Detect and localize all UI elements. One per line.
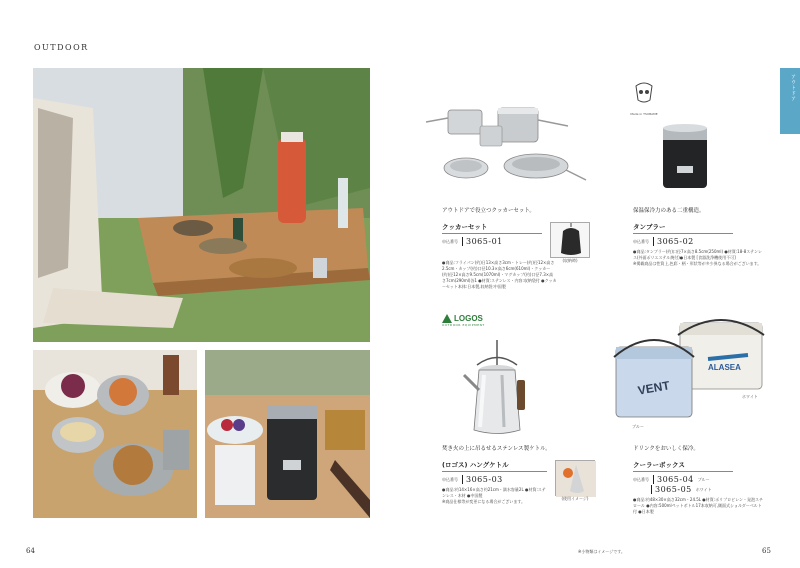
product-tagline: ドリンクをおいしく保冷。: [633, 446, 699, 452]
blue-caption: ブルー: [632, 424, 644, 429]
order-code-row: [633, 475, 733, 484]
order-code: 3065-02: [653, 237, 694, 246]
order-code-row: [633, 485, 733, 494]
tree-icon: [442, 314, 452, 323]
order-code: 3065-03: [462, 475, 503, 484]
kettle-image: [462, 335, 532, 440]
usage-thumbnail: [555, 460, 595, 496]
order-code-row: [442, 237, 542, 246]
product-spec: ●商品:タンブラー(約)口径7×高さ8.5cm(250ml) ●材質:18-8ステンレス(外面ポリエステル焼付)●日本製 [食器洗浄機使用不可]: [633, 249, 762, 260]
product-name: タンブラー: [633, 222, 733, 234]
product-note: ※掲載商品は性質上,色彩・柄・形状等が多少異なる場合がございます。: [633, 261, 762, 266]
brand-name: LOGOS: [454, 314, 483, 323]
product-name: クッカーセット: [442, 222, 542, 234]
blue-box-print: VENT: [636, 378, 671, 398]
logos-brand-logo: [442, 314, 492, 327]
product-spec: ●商品:フライパン(約)日13×高さ3cm・トレー(約)径12×高さ2.5cm・カップ(約)口径10.3×高さ6cm(610ml)・クッカー(約)径12×高さ9.5cm(1070ml)・マグカップ(約)口径7.3×高さ7cm(290ml)各1 ●材質:ステンレス・内容:収納袋付 ●クッカーセット本体:日本製,収納袋:中国製: [442, 260, 557, 289]
white-box-print: ALASEA: [708, 363, 741, 372]
order-code-label: 申込番号: [442, 238, 458, 244]
product-cooker-set: [442, 206, 592, 290]
order-code-label: 申込番号: [633, 238, 649, 244]
order-code-label: 申込番号: [633, 476, 649, 482]
category-tab-label: アウトドア: [790, 74, 796, 102]
cooler-box-image: [598, 315, 770, 425]
storage-thumbnail: [550, 222, 590, 258]
order-code-label: 申込番号: [442, 476, 458, 482]
cooker-set-image: [418, 100, 588, 195]
product-note: ※商品仕様等が変更になる場合がございます。: [442, 499, 526, 504]
footnote: ※小物類はイメージです。: [578, 549, 625, 554]
product-tagline: 保温保冷力のある二重構造。: [633, 208, 705, 214]
tumbler-image: [655, 118, 715, 190]
tsubame-brand-mark: [628, 80, 660, 116]
product-tagline: 焚き火の上に吊るせるステンレス製ケトル。: [442, 446, 551, 452]
cooking-photo: [33, 350, 197, 518]
white-caption: ホワイト: [742, 394, 758, 399]
tumbler-photo: [205, 350, 370, 518]
brand-caption: Made in TSUBAME: [630, 112, 658, 116]
usage-caption: (使用イメージ): [561, 496, 589, 501]
order-code: 3065-05: [651, 485, 692, 494]
order-code-color: ブルー: [697, 476, 710, 482]
product-tagline: アウトドアで役立つクッカーセット。: [442, 208, 535, 214]
product-spec: ●商品:約14×16×高さ約21cm・満水容量2L ●材質:ステンレス・木材 ●中国製: [442, 487, 546, 498]
category-tab[interactable]: [780, 68, 800, 134]
order-code-color: ホワイト: [695, 486, 712, 492]
order-code: 3065-04: [653, 475, 694, 484]
brand-subtitle: OUTDOOR EQUIPMENT: [442, 323, 485, 327]
main-photo: [33, 68, 370, 342]
product-spec: ●商品:約48×30×高さ32cm・24.5L ●材質:ポリプロピレン・発泡スチロール ●内容:500mlペットボトル17本収納可,側面式ショルダーベルト付 ●日本製: [633, 497, 763, 514]
order-code: 3065-01: [462, 237, 503, 246]
section-title: OUTDOOR: [34, 43, 89, 52]
order-code-row: [442, 475, 547, 484]
storage-caption: (収納時): [562, 258, 578, 263]
order-code-row: [633, 237, 733, 246]
product-name: クーラーボックス: [633, 460, 733, 472]
product-kettle: [442, 444, 602, 505]
page-number-right: 65: [762, 547, 771, 555]
product-tumbler: [633, 206, 773, 267]
product-name: (ロゴス) ハングケトル: [442, 460, 547, 472]
product-cooler-box: [633, 444, 773, 515]
page-number-left: 64: [26, 547, 35, 555]
